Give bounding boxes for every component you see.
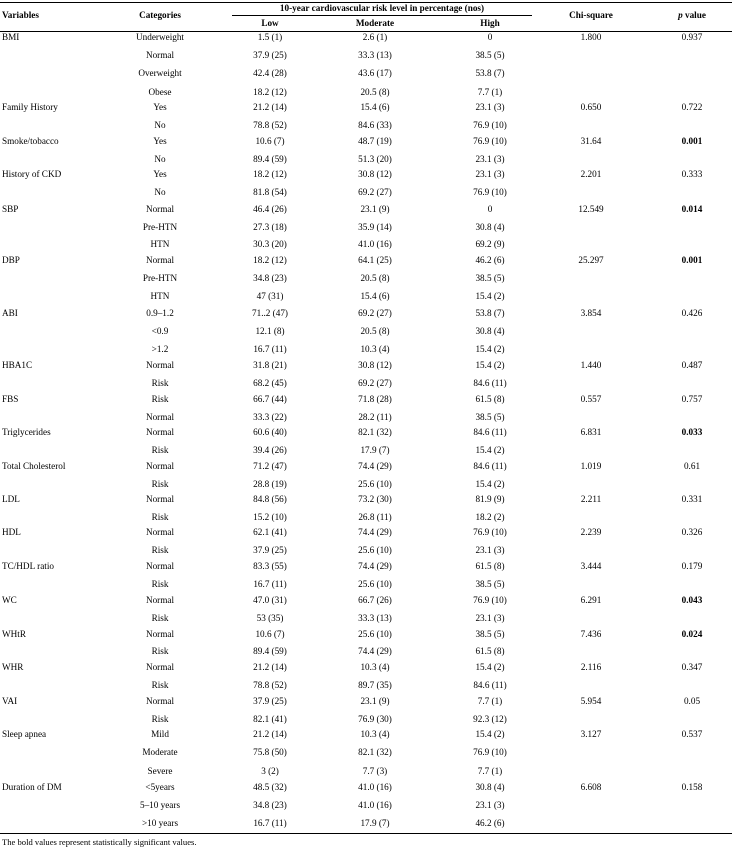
moderate-cell: 26.8 (11) <box>358 512 392 522</box>
category-cell: No <box>154 187 166 197</box>
moderate-cell: 41.0 (16) <box>358 800 392 810</box>
moderate-cell: 74.4 (29) <box>358 561 392 571</box>
category-cell: Risk <box>151 394 169 404</box>
moderate-cell: 73.2 (30) <box>358 494 392 504</box>
high-cell: 15.4 (2) <box>475 360 505 370</box>
high-cell: 53.8 (7) <box>475 308 505 318</box>
category-cell: Risk <box>151 378 169 388</box>
variable-cell: Family History <box>2 102 58 112</box>
high-cell: 7.7 (1) <box>477 87 503 97</box>
low-cell: 42.4 (28) <box>253 68 287 78</box>
header-p-italic: p <box>678 10 683 20</box>
high-cell: 23.1 (3) <box>475 613 505 623</box>
header-chi-square: Chi-square <box>569 10 613 20</box>
low-cell: 53 (35) <box>256 613 284 623</box>
category-cell: HTN <box>150 291 170 301</box>
variable-cell: Triglycerides <box>2 427 51 437</box>
variable-cell: Sleep apnea <box>2 729 47 739</box>
variable-cell: WC <box>2 595 17 605</box>
category-cell: Normal <box>145 662 175 672</box>
low-cell: 46.4 (26) <box>253 204 287 214</box>
moderate-cell: 69.2 (27) <box>358 308 392 318</box>
variable-cell: BMI <box>2 32 20 42</box>
high-cell: 38.5 (5) <box>475 412 505 422</box>
p-value-cell: 0.001 <box>681 136 703 146</box>
moderate-cell: 15.4 (6) <box>360 291 390 301</box>
variable-cell: HBA1C <box>2 360 33 370</box>
variable-cell: ABI <box>2 308 18 318</box>
moderate-cell: 28.2 (11) <box>358 412 392 422</box>
chi-square-cell: 12.549 <box>578 204 604 214</box>
header-categories: Categories <box>139 10 181 20</box>
low-cell: 75.8 (50) <box>253 747 287 757</box>
p-value-cell: 0.043 <box>681 595 703 605</box>
low-cell: 12.1 (8) <box>255 326 285 336</box>
p-value-cell: 0.326 <box>681 527 703 537</box>
low-cell: 84.8 (56) <box>253 494 287 504</box>
high-cell: 84.6 (11) <box>473 461 507 471</box>
moderate-cell: 64.1 (25) <box>358 255 392 265</box>
moderate-cell: 33.3 (13) <box>358 50 392 60</box>
low-cell: 37.9 (25) <box>253 696 287 706</box>
low-cell: 82.1 (41) <box>253 714 287 724</box>
high-cell: 15.4 (2) <box>475 445 505 455</box>
high-cell: 23.1 (3) <box>475 102 505 112</box>
variable-cell: TC/HDL ratio <box>2 561 54 571</box>
moderate-cell: 89.7 (35) <box>358 680 392 690</box>
moderate-cell: 74.4 (29) <box>358 461 392 471</box>
category-cell: Normal <box>145 412 175 422</box>
p-value-cell: 0.001 <box>681 255 703 265</box>
moderate-cell: 25.6 (10) <box>358 545 392 555</box>
category-cell: Normal <box>145 360 175 370</box>
moderate-cell: 76.9 (30) <box>358 714 392 724</box>
low-cell: 62.1 (41) <box>253 527 287 537</box>
category-cell: Normal <box>145 629 175 639</box>
low-cell: 34.8 (23) <box>253 273 287 283</box>
category-cell: Risk <box>151 545 169 555</box>
low-cell: 37.9 (25) <box>253 545 287 555</box>
high-cell: 46.2 (6) <box>475 818 505 828</box>
moderate-cell: 20.5 (8) <box>360 273 390 283</box>
moderate-cell: 23.1 (9) <box>360 204 390 214</box>
low-cell: 78.8 (52) <box>253 680 287 690</box>
high-cell: 76.9 (10) <box>473 136 507 146</box>
chi-square-cell: 7.436 <box>580 629 602 639</box>
chi-square-cell: 3.127 <box>580 729 602 739</box>
p-value-cell: 0.024 <box>681 629 703 639</box>
moderate-cell: 71.8 (28) <box>358 394 392 404</box>
low-cell: 3 (2) <box>261 766 279 776</box>
high-cell: 84.6 (11) <box>473 680 507 690</box>
category-cell: Normal <box>145 561 175 571</box>
variable-cell: WHR <box>2 662 24 672</box>
moderate-cell: 69.2 (27) <box>358 378 392 388</box>
chi-square-cell: 1.440 <box>580 360 602 370</box>
p-value-cell: 0.014 <box>681 204 703 214</box>
moderate-cell: 66.7 (26) <box>358 595 392 605</box>
p-value-cell: 0.158 <box>681 782 703 792</box>
moderate-cell: 25.6 (10) <box>358 629 392 639</box>
low-cell: 60.6 (40) <box>253 427 287 437</box>
category-cell: Normal <box>145 494 175 504</box>
high-cell: 38.5 (5) <box>475 629 505 639</box>
moderate-cell: 41.0 (16) <box>358 782 392 792</box>
low-cell: 18.2 (12) <box>253 87 287 97</box>
category-cell: Yes <box>153 102 167 112</box>
variable-cell: HDL <box>2 527 21 537</box>
category-cell: Normal <box>145 595 175 605</box>
low-cell: 34.8 (23) <box>253 800 287 810</box>
header-p-rest: value <box>682 10 706 20</box>
category-cell: >1.2 <box>151 344 169 354</box>
moderate-cell: 84.6 (33) <box>358 120 392 130</box>
high-cell: 7.7 (1) <box>477 766 503 776</box>
high-cell: 38.5 (5) <box>475 50 505 60</box>
header-risk-group: 10-year cardiovascular risk level in percentage (nos) <box>279 3 485 13</box>
high-cell: 15.4 (2) <box>475 344 505 354</box>
category-cell: Mild <box>151 729 169 739</box>
high-cell: 53.8 (7) <box>475 68 505 78</box>
moderate-cell: 82.1 (32) <box>358 427 392 437</box>
low-cell: 1.5 (1) <box>257 32 283 42</box>
category-cell: Underweight <box>136 32 184 42</box>
high-cell: 76.9 (10) <box>473 527 507 537</box>
moderate-cell: 33.3 (13) <box>358 613 392 623</box>
low-cell: 78.8 (52) <box>253 120 287 130</box>
moderate-cell: 43.6 (17) <box>358 68 392 78</box>
high-cell: 84.6 (11) <box>473 378 507 388</box>
high-cell: 30.8 (4) <box>475 326 505 336</box>
moderate-cell: 25.6 (10) <box>358 579 392 589</box>
high-cell: 69.2 (9) <box>475 239 505 249</box>
low-cell: 81.8 (54) <box>253 187 287 197</box>
moderate-cell: 82.1 (32) <box>358 747 392 757</box>
category-cell: Normal <box>145 696 175 706</box>
chi-square-cell: 1.800 <box>580 32 602 42</box>
high-cell: 92.3 (12) <box>473 714 507 724</box>
category-cell: Risk <box>151 680 169 690</box>
high-cell: 30.8 (4) <box>475 782 505 792</box>
low-cell: 18.2 (12) <box>253 169 287 179</box>
category-cell: Normal <box>145 255 175 265</box>
category-cell: Risk <box>151 714 169 724</box>
variable-cell: Total Cholesterol <box>2 461 66 471</box>
low-cell: 89.4 (59) <box>253 154 287 164</box>
category-cell: Risk <box>151 613 169 623</box>
risk-group-rule <box>232 15 532 16</box>
moderate-cell: 48.7 (19) <box>358 136 392 146</box>
moderate-cell: 15.4 (6) <box>360 102 390 112</box>
moderate-cell: 51.3 (20) <box>358 154 392 164</box>
category-cell: Normal <box>145 461 175 471</box>
moderate-cell: 35.9 (14) <box>358 222 392 232</box>
low-cell: 16.7 (11) <box>253 818 287 828</box>
p-value-cell: 0.537 <box>681 729 703 739</box>
low-cell: 68.2 (45) <box>253 378 287 388</box>
chi-square-cell: 0.650 <box>580 102 602 112</box>
low-cell: 21.2 (14) <box>253 102 287 112</box>
high-cell: 23.1 (3) <box>475 169 505 179</box>
chi-square-cell: 2.239 <box>580 527 602 537</box>
p-value-cell: 0.333 <box>681 169 703 179</box>
high-cell: 23.1 (3) <box>475 800 505 810</box>
low-cell: 47.0 (31) <box>253 595 287 605</box>
low-cell: 28.8 (19) <box>253 479 287 489</box>
high-cell: 15.4 (2) <box>475 729 505 739</box>
header-variables: Variables <box>2 10 39 20</box>
low-cell: 48.5 (32) <box>253 782 287 792</box>
moderate-cell: 20.5 (8) <box>360 87 390 97</box>
header-high: High <box>480 18 500 28</box>
chi-square-cell: 2.116 <box>580 662 602 672</box>
variable-cell: VAI <box>2 696 18 706</box>
low-cell: 10.6 (7) <box>255 629 285 639</box>
category-cell: <0.9 <box>151 326 169 336</box>
p-value-cell: 0.179 <box>681 561 703 571</box>
low-cell: 31.8 (21) <box>253 360 287 370</box>
variable-cell: SBP <box>2 204 19 214</box>
p-value-cell: 0.05 <box>683 696 701 706</box>
chi-square-cell: 3.444 <box>580 561 602 571</box>
category-cell: Obese <box>148 87 172 97</box>
p-value-cell: 0.61 <box>683 461 701 471</box>
category-cell: 5–10 years <box>139 800 181 810</box>
moderate-cell: 30.8 (12) <box>358 169 392 179</box>
high-cell: 23.1 (3) <box>475 154 505 164</box>
variable-cell: LDL <box>2 494 20 504</box>
category-cell: Moderate <box>142 747 178 757</box>
chi-square-cell: 0.557 <box>580 394 602 404</box>
moderate-cell: 10.3 (4) <box>360 729 390 739</box>
category-cell: Normal <box>145 204 175 214</box>
high-cell: 18.2 (2) <box>475 512 505 522</box>
low-cell: 47 (31) <box>256 291 284 301</box>
category-cell: Yes <box>153 169 167 179</box>
low-cell: 33.3 (22) <box>253 412 287 422</box>
category-cell: No <box>154 154 166 164</box>
low-cell: 18.2 (12) <box>253 255 287 265</box>
chi-square-cell: 31.64 <box>580 136 602 146</box>
category-cell: Pre-HTN <box>142 273 178 283</box>
category-cell: Risk <box>151 445 169 455</box>
low-cell: 37.9 (25) <box>253 50 287 60</box>
high-cell: 0 <box>487 204 493 214</box>
header-low: Low <box>261 18 279 28</box>
moderate-cell: 25.6 (10) <box>358 479 392 489</box>
chi-square-cell: 6.831 <box>580 427 602 437</box>
moderate-cell: 17.9 (7) <box>360 818 390 828</box>
category-cell: <5years <box>145 782 175 792</box>
table-bottom-rule <box>0 833 732 834</box>
moderate-cell: 69.2 (27) <box>358 187 392 197</box>
low-cell: 30.3 (20) <box>253 239 287 249</box>
category-cell: 0.9–1.2 <box>146 308 174 318</box>
low-cell: 16.7 (11) <box>253 344 287 354</box>
p-value-cell: 0.757 <box>681 394 703 404</box>
chi-square-cell: 5.954 <box>580 696 602 706</box>
high-cell: 46.2 (6) <box>475 255 505 265</box>
high-cell: 76.9 (10) <box>473 187 507 197</box>
low-cell: 66.7 (44) <box>253 394 287 404</box>
high-cell: 76.9 (10) <box>473 120 507 130</box>
p-value-cell: 0.937 <box>681 32 703 42</box>
category-cell: Overweight <box>138 68 182 78</box>
high-cell: 38.5 (5) <box>475 273 505 283</box>
variable-cell: FBS <box>2 394 19 404</box>
low-cell: 39.4 (26) <box>253 445 287 455</box>
moderate-cell: 7.7 (3) <box>362 766 388 776</box>
high-cell: 38.5 (5) <box>475 579 505 589</box>
moderate-cell: 2.6 (1) <box>362 32 388 42</box>
category-cell: Risk <box>151 646 169 656</box>
low-cell: 21.2 (14) <box>253 662 287 672</box>
high-cell: 15.4 (2) <box>475 479 505 489</box>
header-moderate: Moderate <box>355 18 395 28</box>
category-cell: Risk <box>151 579 169 589</box>
variable-cell: WHtR <box>2 629 26 639</box>
p-value-cell: 0.347 <box>681 662 703 672</box>
low-cell: 27.3 (18) <box>253 222 287 232</box>
low-cell: 15.2 (10) <box>253 512 287 522</box>
high-cell: 0 <box>487 32 493 42</box>
moderate-cell: 74.4 (29) <box>358 646 392 656</box>
low-cell: 10.6 (7) <box>255 136 285 146</box>
moderate-cell: 30.8 (12) <box>358 360 392 370</box>
p-value-cell: 0.487 <box>681 360 703 370</box>
category-cell: >10 years <box>141 818 179 828</box>
p-value-cell: 0.722 <box>681 102 703 112</box>
low-cell: 16.7 (11) <box>253 579 287 589</box>
chi-square-cell: 25.297 <box>578 255 604 265</box>
category-cell: Yes <box>153 136 167 146</box>
high-cell: 84.6 (11) <box>473 427 507 437</box>
header-p-value <box>662 11 722 20</box>
category-cell: HTN <box>150 239 170 249</box>
p-value-cell: 0.033 <box>681 427 703 437</box>
low-cell: 71.2 (47) <box>253 461 287 471</box>
moderate-cell: 41.0 (16) <box>358 239 392 249</box>
high-cell: 30.8 (4) <box>475 222 505 232</box>
category-cell: No <box>154 120 166 130</box>
p-value-cell: 0.426 <box>681 308 703 318</box>
moderate-cell: 74.4 (29) <box>358 527 392 537</box>
moderate-cell: 17.9 (7) <box>360 445 390 455</box>
chi-square-cell: 2.201 <box>580 169 602 179</box>
low-cell: 83.3 (55) <box>253 561 287 571</box>
chi-square-cell: 6.291 <box>580 595 602 605</box>
variable-cell: Smoke/tobacco <box>2 136 59 146</box>
category-cell: Risk <box>151 479 169 489</box>
high-cell: 76.9 (10) <box>473 595 507 605</box>
high-cell: 81.9 (9) <box>475 494 505 504</box>
chi-square-cell: 2.211 <box>580 494 602 504</box>
high-cell: 15.4 (2) <box>475 291 505 301</box>
high-cell: 23.1 (3) <box>475 545 505 555</box>
variable-cell: Duration of DM <box>2 782 62 792</box>
high-cell: 61.5 (8) <box>475 646 505 656</box>
variable-cell: History of CKD <box>2 169 62 179</box>
high-cell: 76.9 (10) <box>473 747 507 757</box>
high-cell: 7.7 (1) <box>477 696 503 706</box>
high-cell: 61.5 (8) <box>475 394 505 404</box>
moderate-cell: 23.1 (9) <box>360 696 390 706</box>
low-cell: 71..2 (47) <box>252 308 288 318</box>
category-cell: Normal <box>145 50 175 60</box>
category-cell: Severe <box>147 766 173 776</box>
p-value-cell: 0.331 <box>681 494 703 504</box>
low-cell: 89.4 (59) <box>253 646 287 656</box>
table-footnote: The bold values represent statistically significant values. <box>2 837 197 847</box>
moderate-cell: 10.3 (4) <box>360 662 390 672</box>
variable-cell: DBP <box>2 255 20 265</box>
category-cell: Normal <box>145 527 175 537</box>
chi-square-cell: 3.854 <box>580 308 602 318</box>
moderate-cell: 20.5 (8) <box>360 326 390 336</box>
moderate-cell: 10.3 (4) <box>360 344 390 354</box>
category-cell: Normal <box>145 427 175 437</box>
chi-square-cell: 6.608 <box>580 782 602 792</box>
category-cell: Pre-HTN <box>142 222 178 232</box>
low-cell: 21.2 (14) <box>253 729 287 739</box>
category-cell: Risk <box>151 512 169 522</box>
high-cell: 61.5 (8) <box>475 561 505 571</box>
high-cell: 15.4 (2) <box>475 662 505 672</box>
chi-square-cell: 1.019 <box>580 461 602 471</box>
